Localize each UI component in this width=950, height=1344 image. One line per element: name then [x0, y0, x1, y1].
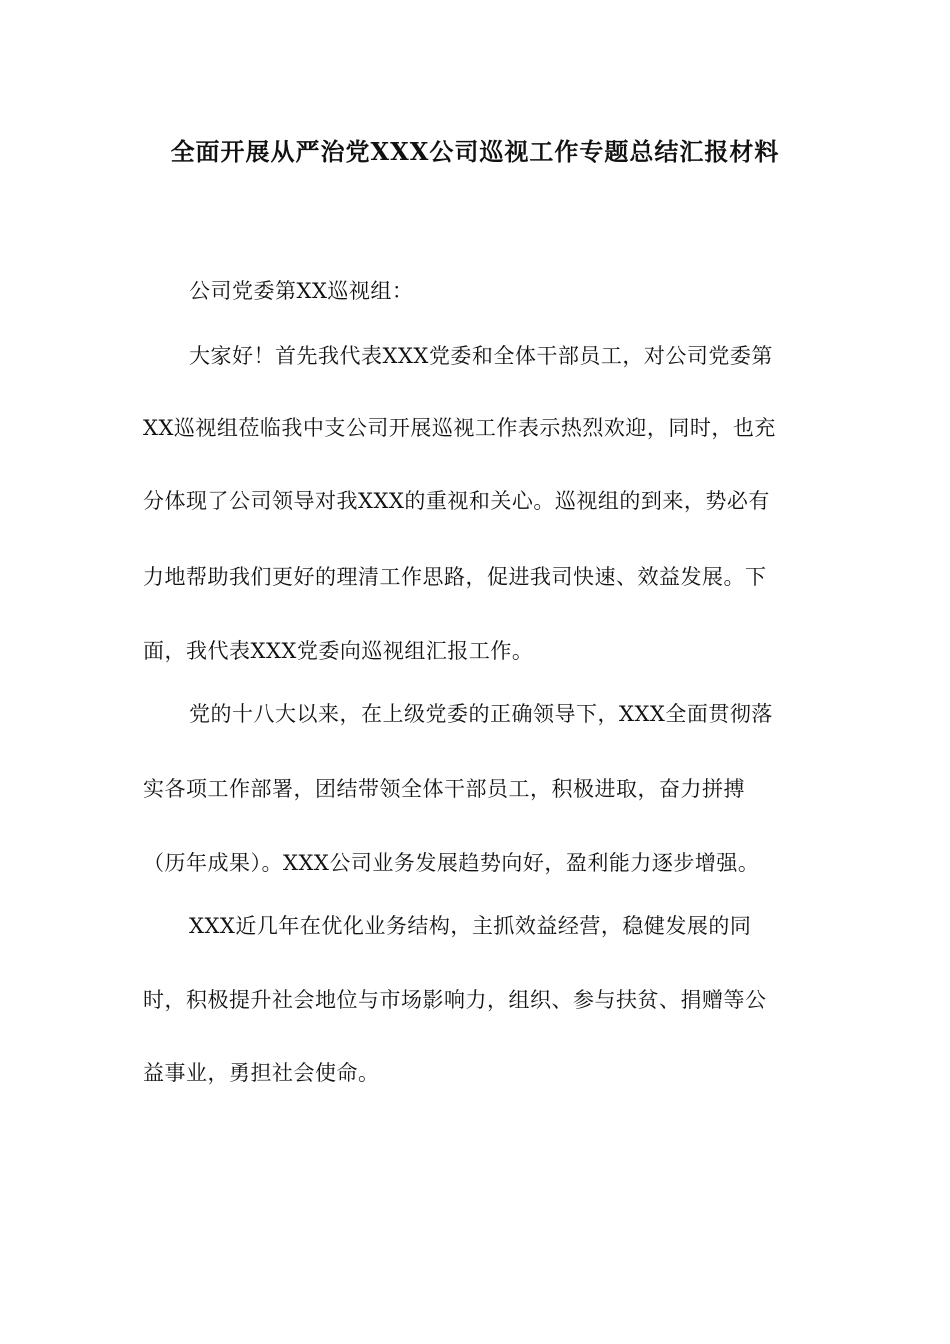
paragraph-line: XXX近几年在优化业务结构，主抓效益经营，稳健发展的同	[189, 914, 752, 938]
paragraph-line: XX巡视组莅临我中支公司开展巡视工作表示热烈欢迎，同时，也充	[143, 416, 776, 440]
paragraph-line: 党的十八大以来，在上级党委的正确领导下，XXX全面贯彻落	[189, 702, 773, 726]
paragraph-line: 益事业，勇担社会使命。	[143, 1061, 380, 1085]
paragraph-line: 时，积极提升社会地位与市场影响力，组织、参与扶贫、捐赠等公	[143, 988, 767, 1012]
salutation-line: 公司党委第XX巡视组：	[189, 279, 414, 303]
paragraph-line: 面，我代表XXX党委向巡视组汇报工作。	[143, 639, 534, 663]
paragraph-line: 大家好！首先我代表XXX党委和全体干部员工，对公司党委第	[189, 344, 773, 368]
document-title: 全面开展从严治党XXX公司巡视工作专题总结汇报材料	[170, 137, 780, 166]
paragraph-line: 分体现了公司领导对我XXX的重视和关心。巡视组的到来，势必有	[143, 489, 770, 513]
paragraph-line: 实各项工作部署，团结带领全体干部员工，积极进取，奋力拼搏	[143, 777, 745, 801]
paragraph-line: （历年成果）。XXX公司业务发展趋势向好，盈利能力逐步增强。	[143, 851, 760, 875]
paragraph-line: 力地帮助我们更好的理清工作思路，促进我司快速、效益发展。下	[143, 565, 767, 589]
